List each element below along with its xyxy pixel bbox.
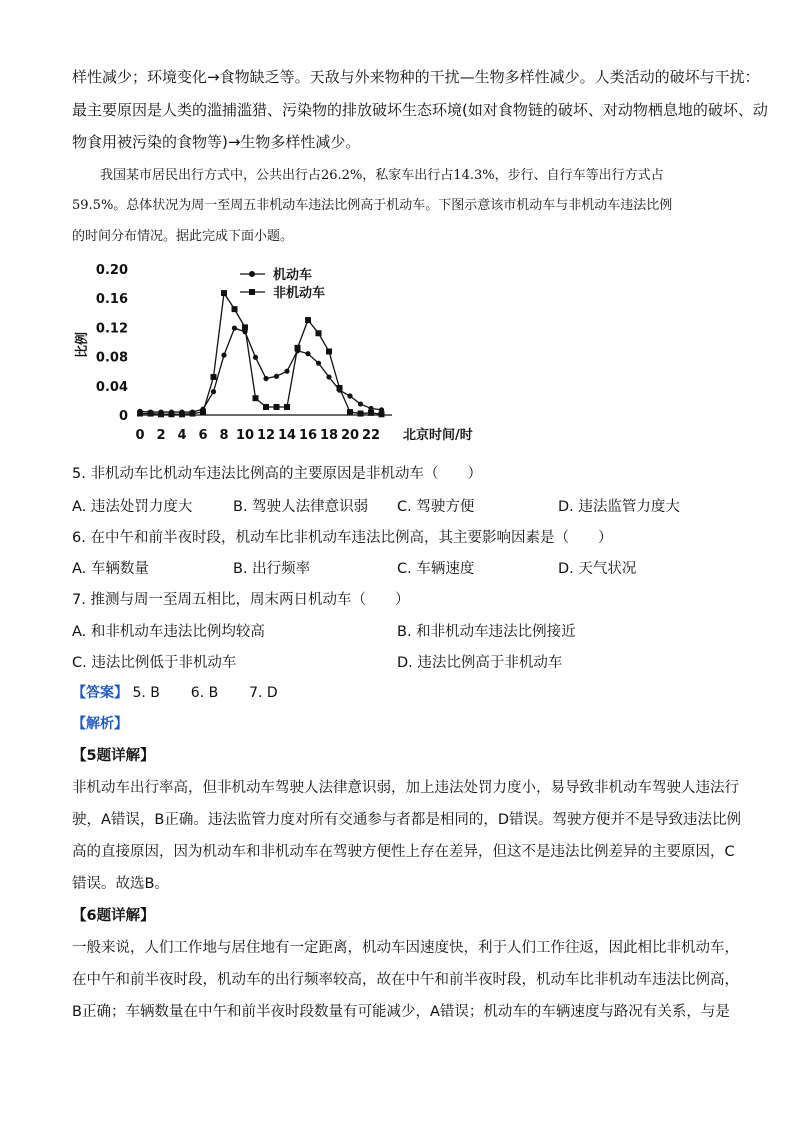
y-tick-labels <box>96 263 128 424</box>
legend-nonmotor-label: 非机动车 <box>273 286 326 301</box>
x-tick-label: 12 <box>256 428 276 443</box>
nonmotor-point <box>253 395 259 401</box>
y-tick-label: 0.04 <box>95 379 128 395</box>
q6-option-c[interactable]: C. 车辆速度 <box>397 561 475 577</box>
q6-option-b[interactable]: B. 出行频率 <box>233 561 311 577</box>
y-tick-label: 0.16 <box>95 292 128 308</box>
nonmotor-point <box>169 411 175 417</box>
answer-label: 【答案】 <box>72 685 128 701</box>
y-tick-label: 0 <box>118 409 128 424</box>
nonmotor-point <box>368 410 374 416</box>
motor-point <box>221 353 226 358</box>
nonmotor-point <box>358 411 364 417</box>
violation-ratio-chart <box>70 255 510 445</box>
x-tick-label: 16 <box>298 428 318 443</box>
x-tick-label: 10 <box>235 428 255 443</box>
x-tick-label: 14 <box>277 428 297 443</box>
q5-option-c[interactable]: C. 驾驶方便 <box>397 499 475 515</box>
q6-option-d[interactable]: D. 天气状况 <box>558 561 637 577</box>
nonmotor-point <box>242 324 248 330</box>
nonmotor-point <box>148 411 154 417</box>
nonmotor-point <box>326 348 332 354</box>
x-axis-label: 北京时间/时 <box>403 428 473 443</box>
motor-point <box>263 376 268 381</box>
q5-option-a[interactable]: A. 违法处罚力度大 <box>72 499 193 515</box>
detail-5-heading: 【5题详解】 <box>72 748 155 764</box>
detail-5-line-1: 非机动车出行率高，但非机动车驾驶人法律意识弱，加上违法处罚力度小，易导致非机动车驾驶人违法行 <box>72 780 739 796</box>
answer-7: 7. D <box>249 685 278 701</box>
nonmotor-point <box>211 374 217 380</box>
detail-6-line-2: 在中午和前半夜时段，机动车的出行频率较高，故在中午和前半夜时段，机动车比非机动车违法比例高， <box>72 972 739 988</box>
motor-point <box>284 369 289 374</box>
y-tick-label: 0.20 <box>95 263 128 278</box>
detail-6-line-1: 一般来说，人们工作地与居住地有一定距离，机动车因速度快，利于人们工作往返，因此相比非机动车， <box>72 940 739 956</box>
series-line-motor <box>140 328 382 412</box>
q5-option-b[interactable]: B. 驾驶人法律意识弱 <box>233 499 369 515</box>
x-tick-label: 0 <box>135 428 145 443</box>
x-tick-label: 18 <box>319 428 339 443</box>
nonmotor-point <box>200 409 206 415</box>
nonmotor-point <box>316 330 322 336</box>
x-tick-label: 4 <box>177 428 187 443</box>
nonmotor-point <box>284 404 290 410</box>
answer-5: 5. B <box>132 685 160 701</box>
question-5-stem: 5. 非机动车比机动车违法比例高的主要原因是非机动车（ ） <box>72 466 482 482</box>
intro-line-2: 最主要原因是人类的滥捕滥猎、污染物的排放破坏生态环境(如对食物链的破坏、对动物栖息地的破坏、动 <box>72 101 768 119</box>
motor-point <box>305 351 310 356</box>
nonmotor-point <box>221 290 227 296</box>
motor-point <box>211 389 216 394</box>
legend-motor-label: 机动车 <box>273 268 313 283</box>
nonmotor-point <box>158 411 164 417</box>
motor-point <box>253 355 258 360</box>
motor-point <box>274 374 279 379</box>
intro-line-3: 物食用被污染的食物等)→生物多样性减少。 <box>72 133 361 151</box>
q7-option-d[interactable]: D. 违法比例高于非机动车 <box>397 655 563 671</box>
passage-line-2: 59.5%。总体状况为周一至周五非机动车违法比例高于机动车。下图示意该市机动车与非机动车违法比例 <box>72 198 673 213</box>
x-tick-label: 8 <box>219 428 229 443</box>
question-6-stem: 6. 在中午和前半夜时段，机动车比非机动车违法比例高，其主要影响因素是（ ） <box>72 530 613 546</box>
nonmotor-point <box>379 411 385 417</box>
q6-option-a[interactable]: A. 车辆数量 <box>72 561 149 577</box>
motor-point <box>326 374 331 379</box>
legend-square-marker <box>249 289 255 295</box>
motor-point <box>232 326 237 331</box>
series-line-nonmotor <box>140 293 382 414</box>
x-tick-labels <box>135 428 380 443</box>
nonmotor-point <box>295 345 301 351</box>
x-tick-label: 22 <box>361 428 381 443</box>
nonmotor-point <box>337 385 343 391</box>
detail-6-line-3: B正确；车辆数量在中午和前半夜时段数量有可能减少，A错误；机动车的车辆速度与路况有关系，与是 <box>72 1004 730 1020</box>
chart-legend <box>240 267 325 301</box>
answer-6: 6. B <box>190 685 219 701</box>
detail-5-line-2: 驶，A错误，B正确。违法监管力度对所有交通参与者都是相同的，D错误。驾驶方便并不是导致违法比例 <box>72 812 742 828</box>
chart-series <box>137 290 385 417</box>
nonmotor-point <box>137 411 143 417</box>
motor-point <box>316 361 321 366</box>
passage-line-3: 的时间分布情况。据此完成下面小题。 <box>72 229 294 244</box>
q7-option-c[interactable]: C. 违法比例低于非机动车 <box>72 655 237 671</box>
x-tick-label: 2 <box>156 428 166 443</box>
nonmotor-point <box>347 409 353 415</box>
detail-6-heading: 【6题详解】 <box>72 908 155 924</box>
x-tick-label: 20 <box>340 428 360 443</box>
nonmotor-point <box>179 411 185 417</box>
question-7-stem: 7. 推测与周一至周五相比，周末两日机动车（ ） <box>72 592 410 608</box>
detail-5-line-4: 错误。故选B。 <box>72 876 169 892</box>
motor-point <box>358 401 363 406</box>
nonmotor-point <box>274 404 280 410</box>
nonmotor-point <box>305 317 311 323</box>
nonmotor-point <box>190 411 196 417</box>
q7-option-b[interactable]: B. 和非机动车违法比例接近 <box>397 624 576 640</box>
x-tick-label: 6 <box>198 428 208 443</box>
motor-point <box>347 393 352 398</box>
passage-line-1: 我国某市居民出行方式中，公共出行占26.2%，私家车出行占14.3%，步行、自行车等出行方式占 <box>100 168 664 183</box>
answer-row <box>72 682 278 702</box>
y-axis-label: 比例 <box>75 331 90 359</box>
nonmotor-point <box>263 404 269 410</box>
y-tick-label: 0.12 <box>95 321 128 337</box>
detail-5-line-3: 高的直接原因，因为机动车和非机动车在驾驶方便性上存在差异，但这不是违法比例差异的主要原因，C <box>72 844 735 860</box>
intro-line-1: 样性减少；环境变化→食物缺乏等。天敌与外来物种的干扰—生物多样性减少。人类活动的破坏与干扰： <box>72 68 760 86</box>
legend-circle-marker <box>249 271 255 277</box>
q5-option-d[interactable]: D. 违法监管力度大 <box>558 499 680 515</box>
analysis-label: 【解析】 <box>72 716 128 732</box>
y-tick-label: 0.08 <box>95 350 128 366</box>
nonmotor-point <box>232 306 238 312</box>
q7-option-a[interactable]: A. 和非机动车违法比例均较高 <box>72 624 265 640</box>
